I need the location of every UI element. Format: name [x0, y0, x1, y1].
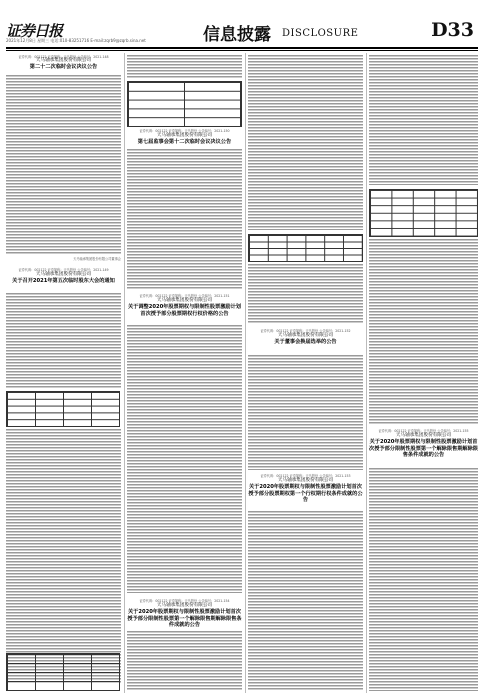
- holders-table: [369, 189, 478, 237]
- notice-title: 第二十二次临时会议决议公告: [29, 64, 98, 71]
- notice-body-text: [248, 355, 363, 470]
- notice-headline: [127, 133, 242, 146]
- section-title-english: DISCLOSURE: [282, 28, 359, 39]
- notice-title: 关于董事会换届选举的公告: [274, 339, 337, 346]
- notice-body-text: [248, 55, 363, 230]
- notice-body-text: [248, 511, 363, 691]
- column-divider: [366, 53, 367, 693]
- newspaper-logo: 证券日报: [6, 22, 63, 40]
- notice-body-text: [127, 55, 242, 79]
- notice-title: 关于调整2020年股票期权与限制性股票激励计划首次授予部分股票期权行权价格的公告: [127, 304, 241, 317]
- notice-headline: [248, 333, 363, 346]
- notice-code-line: 证券代码：002122 证券简称：天马股份 公告编号：2021-155: [378, 429, 469, 433]
- proxy-form-table: [6, 653, 120, 691]
- notice-company: 天马轴承集团股份有限公司: [35, 58, 92, 63]
- notice-company: 天马轴承集团股份有限公司: [35, 272, 92, 277]
- column-4: [369, 53, 478, 693]
- notice-body-text: [248, 264, 363, 324]
- notice-code-line: 证券代码：002122 证券简称：天马股份 公告编号：2021-152: [260, 329, 351, 333]
- notice-body-text: [369, 468, 478, 691]
- proposal-table: [6, 391, 120, 427]
- notice-company: 天马轴承集团股份有限公司: [156, 133, 213, 138]
- notice-company: 天马轴承集团股份有限公司: [277, 478, 334, 483]
- column-3: [248, 53, 363, 693]
- masthead-rule-thin: [6, 50, 478, 51]
- column-divider: [124, 53, 125, 693]
- notice-headline: [127, 298, 242, 317]
- notice-code-line: 证券代码：002122 证券简称：天马股份 公告编号：2021-153: [260, 474, 351, 478]
- option-holder-table: [248, 234, 363, 262]
- column-divider: [245, 53, 246, 693]
- notice-headline: [369, 433, 478, 459]
- notice-headline: [127, 603, 242, 629]
- notice-code-line: 证券代码：002122 证券简称：天马股份 公告编号：2021-150: [139, 129, 230, 133]
- column-1: [6, 53, 121, 693]
- notice-body-text: [6, 293, 121, 388]
- notice-code-line: 证券代码：002122 证券简称：天马股份 公告编号：2021-149: [18, 268, 109, 272]
- column-2: [127, 53, 242, 693]
- notice-signature: 天马轴承集团股份有限公司董事会: [73, 257, 121, 261]
- notice-company: 天马轴承集团股份有限公司: [395, 433, 452, 438]
- notice-company: 天马轴承集团股份有限公司: [156, 603, 213, 608]
- notice-body-text: [6, 429, 121, 684]
- notice-title: 关于召开2021年第五次临时股东大会的通知: [12, 278, 115, 285]
- notice-code-line: 证券代码：002122 证券简称：天马股份 公告编号：2021-154: [139, 599, 230, 603]
- notice-body-text: [127, 631, 242, 691]
- notice-body-text: [6, 75, 121, 255]
- notice-company: 天马轴承集团股份有限公司: [277, 333, 334, 338]
- masthead: [0, 0, 484, 50]
- notice-body-text: [369, 55, 478, 185]
- notice-headline: [6, 58, 121, 71]
- notice-title: 第七届监事会第十二次临时会议决议公告: [137, 139, 232, 146]
- notice-title: 关于2020年股票期权与限制性股票激励计划首次授予部分限制性股票第一个解除限售期解除限售条件成就的公告: [127, 609, 242, 629]
- notice-code-line: 证券代码：002122 证券简称：天马股份 公告编号：2021-148: [18, 55, 109, 59]
- masthead-rule: [6, 47, 478, 49]
- notice-title: 关于2020年股票期权与限制性股票激励计划首次授予部分限制性股票第一个解除限售期解除限售条件成就的公告: [369, 439, 478, 459]
- notice-headline: [6, 272, 121, 285]
- notice-body-text: [369, 239, 478, 425]
- notice-title: 关于2020年股票期权与限制性股票激励计划首次授予部分股票期权第一个行权期行权条件成就的公告: [248, 484, 363, 504]
- notice-company: 天马轴承集团股份有限公司: [156, 298, 213, 303]
- notice-headline: [248, 478, 363, 504]
- notice-body-text: [127, 325, 242, 593]
- notice-body-text: [127, 149, 242, 289]
- dateline: 2021年12月8日 星期三 电话:010-83251716 E-mail:zqrb9@zqrb.sina.net: [6, 38, 146, 43]
- notice-code-line: 证券代码：002122 证券简称：天马股份 公告编号：2021-151: [139, 294, 230, 298]
- section-title: 信息披露: [203, 25, 271, 45]
- page-number: D33: [431, 19, 474, 41]
- vote-table: [127, 81, 242, 127]
